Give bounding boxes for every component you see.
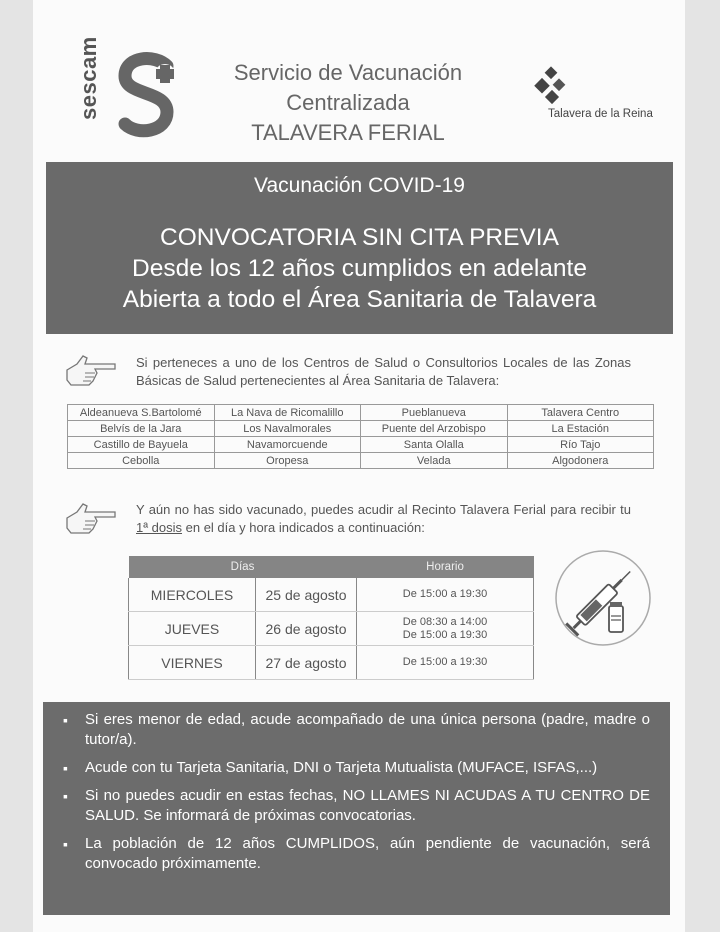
schedule-horario-line: De 15:00 a 19:30 <box>402 656 488 668</box>
banner-headline <box>46 222 673 315</box>
schedule-row <box>129 578 534 612</box>
header-title <box>203 58 493 148</box>
centro-cell: La Nava de Ricomalillo <box>214 405 361 421</box>
centro-cell: Cebolla <box>68 453 215 469</box>
schedule-table <box>128 556 534 680</box>
header-title-line: TALAVERA FERIAL <box>251 120 445 145</box>
centro-cell: Velada <box>361 453 508 469</box>
centro-cell: Aldeanueva S.Bartolomé <box>68 405 215 421</box>
schedule-dia: MIERCOLES <box>129 578 256 612</box>
centro-cell: Talavera Centro <box>507 405 654 421</box>
note-item: ▪ La población de 12 años CUMPLIDOS, aún pendiente de vacunación, será convocado próximamente. <box>85 834 650 874</box>
header-title-line: Centralizada <box>286 90 410 115</box>
pointing-hand-icon <box>63 352 119 390</box>
note-item: ▪ Acude con tu Tarjeta Sanitaria, DNI o Tarjeta Mutualista (MUFACE, ISFAS,...) <box>85 758 650 778</box>
intro-dosis-before: Y aún no has sido vacunado, puedes acudir al Recinto Talavera Ferial para recibir tu <box>136 502 631 517</box>
schedule-fecha: 27 de agosto <box>256 646 357 680</box>
centro-cell: Navamorcuende <box>214 437 361 453</box>
notes-list <box>43 710 670 874</box>
centro-cell: Puente del Arzobispo <box>361 421 508 437</box>
schedule-horario <box>357 646 534 680</box>
notes-box <box>43 702 670 915</box>
schedule-header-horario: Horario <box>357 556 534 578</box>
sescam-s-icon <box>115 52 185 142</box>
banner-line: Desde los 12 años cumplidos en adelante <box>132 255 587 282</box>
centro-cell: Santa Olalla <box>361 437 508 453</box>
centro-cell: Oropesa <box>214 453 361 469</box>
sescam-wordmark: sescam <box>76 36 101 120</box>
schedule-horario-line: De 15:00 a 19:30 <box>402 628 488 641</box>
syringe-vial-icon <box>553 548 653 648</box>
centro-cell: Pueblanueva <box>361 405 508 421</box>
talavera-town-name: Talavera de la Reina <box>548 108 653 120</box>
intro-dosis-text <box>136 501 631 537</box>
schedule-fecha: 26 de agosto <box>256 612 357 646</box>
schedule-row <box>129 646 534 680</box>
centros-row <box>68 421 654 437</box>
centro-cell: Belvís de la Jara <box>68 421 215 437</box>
schedule-dia: JUEVES <box>129 612 256 646</box>
intro-centros-text: Si perteneces a uno de los Centros de Salud o Consultorios Locales de las Zonas Básicas de Salud pertenecientes al Área Sanitaria de Talavera: <box>136 355 631 388</box>
intro-dosis-after: en el día y hora indicados a continuación: <box>182 520 425 535</box>
centro-cell: Algodonera <box>507 453 654 469</box>
schedule-header-dias: Días <box>129 556 357 578</box>
flyer-page <box>33 0 685 932</box>
schedule-fecha: 25 de agosto <box>256 578 357 612</box>
centros-row <box>68 405 654 421</box>
note-item: ▪ Si eres menor de edad, acude acompañado de una única persona (padre, madre o tutor/a). <box>85 710 650 750</box>
centro-cell: Los Navalmorales <box>214 421 361 437</box>
schedule-horario <box>357 612 534 646</box>
centros-row <box>68 453 654 469</box>
banner-line: CONVOCATORIA SIN CITA PREVIA <box>160 224 559 251</box>
centro-cell: Castillo de Bayuela <box>68 437 215 453</box>
header-title-line: Servicio de Vacunación <box>233 60 463 85</box>
banner-subtitle: Vacunación COVID-19 <box>254 174 465 197</box>
banner-line: Abierta a todo el Área Sanitaria de Talavera <box>122 286 597 313</box>
centros-table <box>67 404 654 469</box>
schedule-horario-line: De 15:00 a 19:30 <box>402 588 488 600</box>
schedule-row <box>129 612 534 646</box>
pointing-hand-icon <box>63 500 119 538</box>
centros-row <box>68 437 654 453</box>
centro-cell: La Estación <box>507 421 654 437</box>
centro-cell: Río Tajo <box>507 437 654 453</box>
note-item: ▪ Si no puedes acudir en estas fechas, NO LLAMES NI ACUDAS A TU CENTRO DE SALUD. Se informará de próximas convocatorias. <box>85 786 650 826</box>
schedule-horario <box>357 578 534 612</box>
schedule-horario-line: De 08:30 a 14:00 <box>402 615 488 628</box>
talavera-logo <box>513 64 643 134</box>
intro-dosis-underlined: 1ª dosis <box>136 520 183 535</box>
schedule-dia: VIERNES <box>129 646 256 680</box>
covid-banner <box>46 162 673 334</box>
